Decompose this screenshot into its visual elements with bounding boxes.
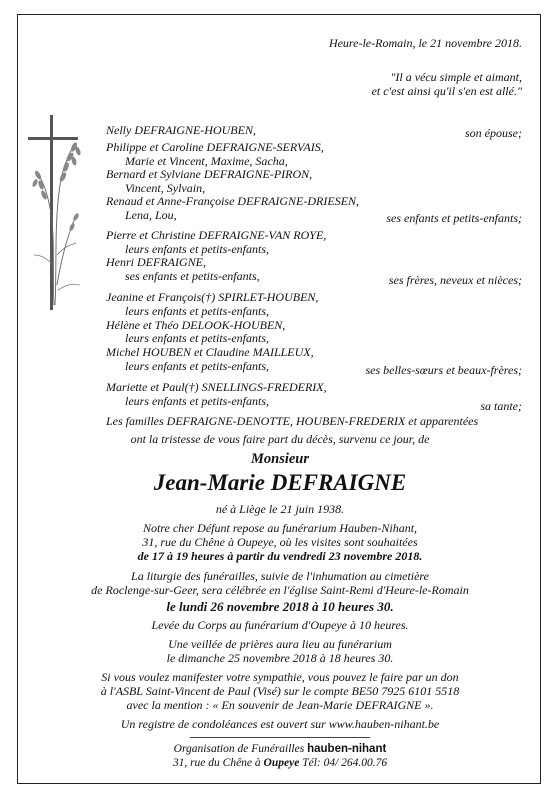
place-date: Heure-le-Romain, le 21 novembre 2018. — [328, 36, 522, 50]
visit-hours: de 17 à 19 heures à partir du vendredi 23 novembre 2018. — [137, 549, 423, 563]
repose-line-1: Notre cher Défunt repose au funérarium Hauben-Nihant, — [142, 521, 418, 535]
footer-phone: Tél: 04/ 264.00.76 — [302, 757, 388, 769]
liturgy-line-1: La liturgie des funérailles, suivie de l'inhumation au cimetière — [131, 569, 429, 583]
family-line-5: Vincent, Sylvain, — [125, 181, 206, 195]
page-border — [17, 14, 541, 784]
family-line-17: leurs enfants et petits-enfants, — [125, 359, 269, 373]
family-line-15: leurs enfants et petits-enfants, — [125, 331, 269, 345]
brand-logo: hauben-nihant — [307, 743, 387, 755]
family-line-11: ses enfants et petits-enfants, — [125, 269, 260, 283]
family-line-18: Mariette et Paul(†) SNELLINGS-FREDERIX, — [106, 380, 327, 394]
donation-line-2: à l'ASBL Saint-Vincent de Paul (Visé) sur le compte BE50 7925 6101 5518 — [100, 684, 460, 698]
funeral-date: le lundi 26 novembre 2018 à 10 heures 30. — [166, 599, 394, 614]
family-line-19: leurs enfants et petits-enfants, — [125, 394, 269, 408]
relation-siblings: ses frères, neveux et nièces; — [388, 273, 522, 287]
relation-aunt: sa tante; — [480, 399, 522, 413]
family-line-1: Nelly DEFRAIGNE-HOUBEN, — [106, 123, 256, 137]
epitaph-line-2: et c'est ainsi qu'il s'en est allé." — [371, 84, 522, 98]
relation-children: ses enfants et petits-enfants; — [386, 211, 522, 225]
donation-line-3: avec la mention : « En souvenir de Jean-Marie DEFRAIGNE ». — [126, 698, 434, 712]
cross-wheat-icon — [24, 115, 94, 315]
announcement: ont la tristesse de vous faire part du décès, survenu ce jour, de — [130, 432, 430, 446]
family-line-20: Les familles DEFRAIGNE-DENOTTE, HOUBEN-FREDERIX et apparentées — [106, 414, 479, 428]
family-line-6: Renaud et Anne-Françoise DEFRAIGNE-DRIESEN, — [106, 194, 360, 208]
condolence-register: Un registre de condoléances est ouvert sur www.hauben-nihant.be — [120, 717, 440, 731]
footer-address — [0, 757, 560, 770]
footer-organisation — [0, 743, 560, 756]
donation-line-1: Si vous voulez manifester votre sympathie, vous pouvez le faire par un don — [101, 670, 459, 684]
family-line-10: Henri DEFRAIGNE, — [106, 255, 206, 269]
family-line-13: leurs enfants et petits-enfants, — [125, 304, 269, 318]
relation-spouse: son épouse; — [465, 126, 522, 140]
family-line-14: Hélène et Théo DELOOK-HOUBEN, — [106, 318, 286, 332]
repose-line-2: 31, rue du Chêne à Oupeye, où les visites sont souhaitées — [142, 535, 418, 549]
liturgy-line-2: de Roclenge-sur-Geer, sera célébrée en l'église Saint-Remi d'Heure-le-Romain — [91, 583, 469, 597]
footer-city: Oupeye — [263, 757, 300, 769]
epitaph-line-1: "Il a vécu simple et aimant, — [390, 70, 522, 84]
levee-du-corps: Levée du Corps au funérarium d'Oupeye à 10 heures. — [151, 618, 409, 632]
family-line-12: Jeanine et François(†) SPIRLET-HOUBEN, — [106, 290, 319, 304]
footer-divider — [190, 737, 370, 738]
family-line-2: Philippe et Caroline DEFRAIGNE-SERVAIS, — [106, 140, 324, 154]
relation-in-laws: ses belles-sœurs et beaux-frères; — [365, 363, 522, 377]
family-line-3: Marie et Vincent, Maxime, Sacha, — [125, 154, 288, 168]
family-line-8: Pierre et Christine DEFRAIGNE-VAN ROYE, — [106, 228, 327, 242]
birth-info: né à Liège le 21 juin 1938. — [215, 502, 345, 516]
vigil-line-1: Une veillée de prières aura lieu au funérarium — [168, 637, 392, 651]
family-line-7: Lena, Lou, — [125, 208, 177, 222]
deceased-name: Jean-Marie DEFRAIGNE — [153, 470, 407, 495]
honorific: Monsieur — [250, 451, 310, 467]
family-line-16: Michel HOUBEN et Claudine MAILLEUX, — [106, 345, 314, 359]
family-line-9: leurs enfants et petits-enfants, — [125, 242, 269, 256]
family-line-4: Bernard et Sylviane DEFRAIGNE-PIRON, — [106, 167, 313, 181]
footer-org-label: Organisation de Funérailles — [173, 743, 305, 755]
footer-street: 31, rue du Chêne à — [172, 757, 261, 769]
vigil-line-2: le dimanche 25 novembre 2018 à 18 heures 30. — [166, 651, 394, 665]
